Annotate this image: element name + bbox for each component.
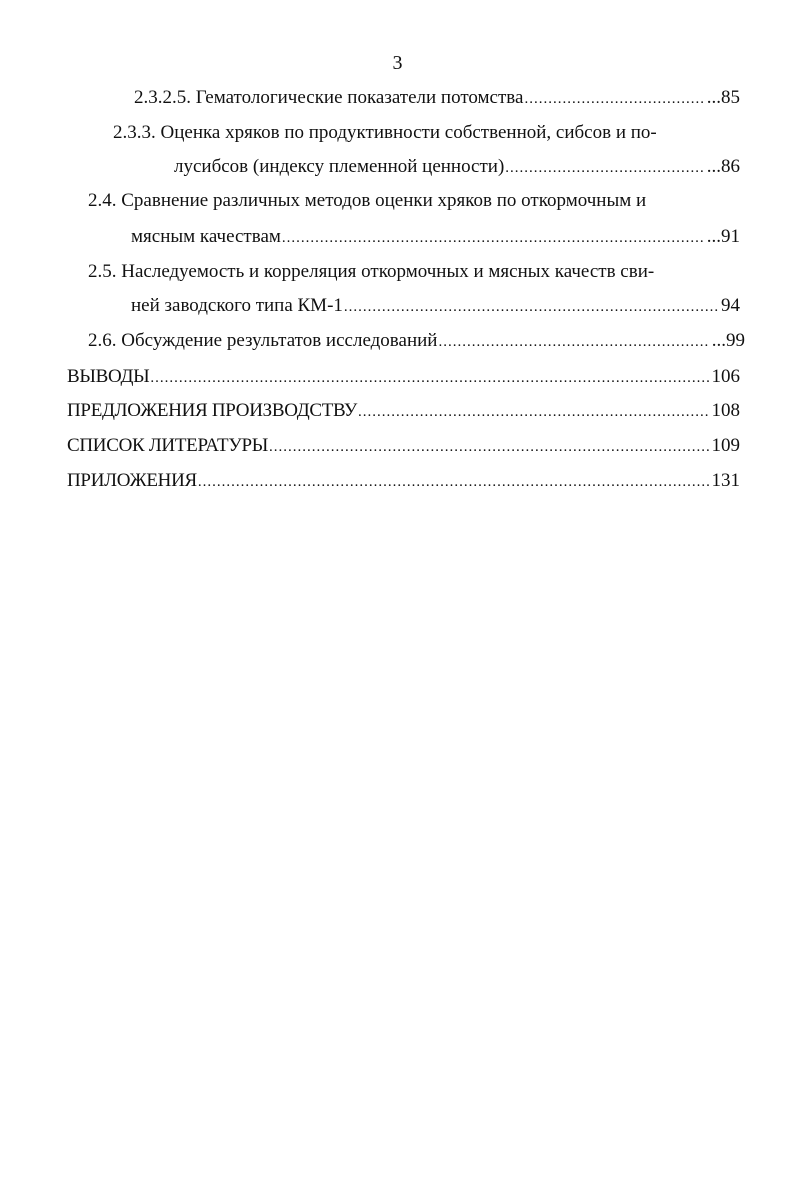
toc-leader-dots	[282, 226, 705, 250]
toc-entry-title: 2.3.2.5. Гематологические показатели потомства	[134, 87, 524, 108]
toc-entry-page: ...91	[706, 226, 740, 247]
toc-entry-title: ней заводского типа КМ-1	[131, 295, 343, 316]
toc-entry-2-5	[131, 294, 740, 319]
toc-leader-dots	[524, 87, 704, 111]
toc-leader-dots	[198, 470, 710, 494]
toc-entry-2-4-line1: 2.4. Сравнение различных методов оценки хряков по откормочным и	[88, 190, 647, 211]
toc-entry-appendices	[67, 469, 740, 494]
toc-entry-page: 106	[711, 366, 740, 387]
toc-entry-page: ...86	[706, 156, 740, 177]
toc-entry-title: 2.6. Обсуждение результатов исследований	[88, 330, 438, 351]
toc-entry-page: ...85	[706, 87, 740, 108]
toc-leader-dots	[150, 366, 709, 390]
toc-entry-2-3-2-5	[134, 86, 740, 111]
toc-entry-page: 131	[711, 470, 740, 491]
toc-leader-dots	[505, 156, 704, 180]
toc-entry-title: ПРЕДЛОЖЕНИЯ ПРОИЗВОДСТВУ	[67, 400, 358, 421]
toc-entry-conclusions	[67, 365, 740, 390]
toc-entry-references	[67, 434, 740, 459]
toc-entry-page: 109	[711, 435, 740, 456]
toc-entry-title: СПИСОК ЛИТЕРАТУРЫ	[67, 435, 269, 456]
toc-entry-proposals	[67, 399, 740, 424]
toc-entry-page: 108	[711, 400, 740, 421]
toc-leader-dots	[358, 400, 709, 424]
page-number: 3	[392, 52, 403, 74]
toc-entry-page: ...99	[711, 330, 745, 351]
toc-entry-2-3-3	[174, 155, 740, 180]
toc-entry-2-5-line1: 2.5. Наследуемость и корреляция откормочных и мясных качеств сви-	[88, 261, 655, 282]
toc-leader-dots	[344, 295, 719, 319]
toc-entry-title: ПРИЛОЖЕНИЯ	[67, 470, 197, 491]
toc-leader-dots	[269, 435, 709, 459]
toc-entry-page: 94	[721, 295, 740, 316]
toc-entry-title: ВЫВОДЫ	[67, 366, 150, 387]
toc-entry-title: мясным качествам	[131, 226, 281, 247]
toc-entry-title: лусибсов (индексу племенной ценности)	[174, 156, 505, 177]
toc-entry-2-3-3-line1: 2.3.3. Оценка хряков по продуктивности собственной, сибсов и по-	[113, 122, 657, 143]
toc-entry-2-6	[88, 329, 745, 354]
toc-entry-2-4	[131, 225, 740, 250]
toc-leader-dots	[438, 330, 709, 354]
